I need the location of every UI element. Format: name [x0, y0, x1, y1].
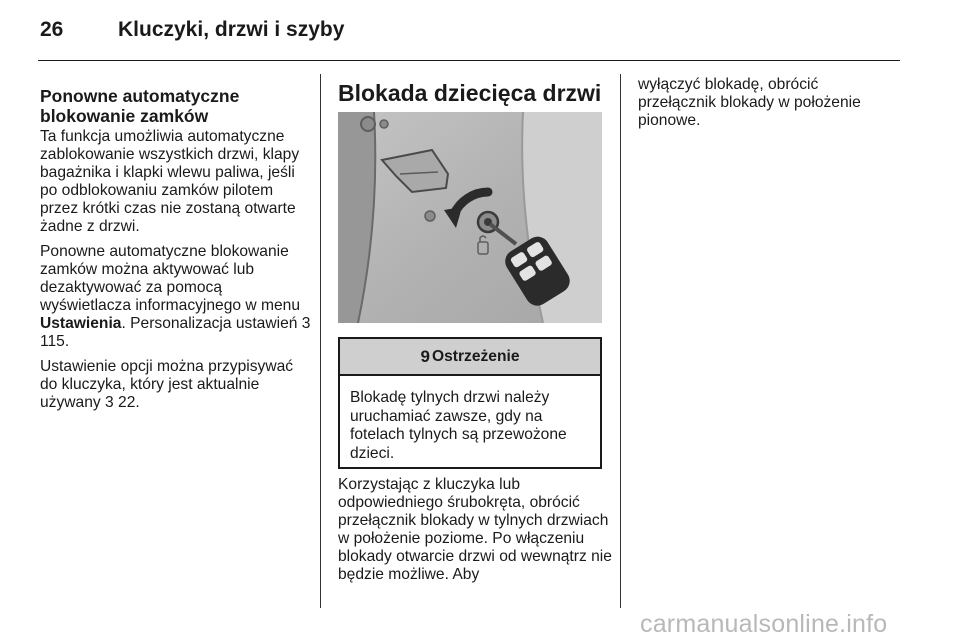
activation-text-after: . Personalizacja ustawień — [121, 315, 298, 332]
page-ref-symbol: 3 — [301, 315, 311, 332]
paragraph-child-lock-instructions: Korzystając z kluczyka lub odpowiedniego śrubokręta, obrócić przełącznik blokady w tylnych drzwiach w położenie poziome. Po włączeniu blokady otwarcie drzwi od wewnątrz nie będzie możliwe. Aby — [338, 476, 612, 583]
page-number: 26 — [40, 18, 64, 41]
page-ref-link[interactable]: 22. — [118, 394, 140, 411]
page-title: Kluczyki, drzwi i szyby — [118, 18, 345, 41]
activation-text: Ponowne automatyczne blokowanie zamków można aktywować lub dezaktywować za pomocą wyświetlacza informacyjnego w menu — [40, 243, 300, 314]
watermark: carmanualsonline.info — [640, 610, 888, 638]
menu-name-settings: Ustawienia — [40, 315, 122, 332]
warning-text: Blokadę tylnych drzwi należy uruchamiać zawsze, gdy na fotelach tylnych są przewożone dzieci. — [350, 389, 567, 462]
key-assignment-text: Ustawienie opcji można przypisywać do kluczyka, który jest aktualnie używany — [40, 358, 294, 411]
page-ref-link[interactable]: 115. — [40, 333, 70, 350]
column-divider-right — [620, 74, 621, 608]
right-column — [638, 76, 898, 137]
paragraph-key-assignment — [40, 358, 312, 412]
page-ref-symbol: 3 — [105, 394, 114, 411]
paragraph-auto-relock-intro: Ta funkcja umożliwia automatyczne zablokowanie wszystkich drzwi, klapy bagażnika i klapki wlewu paliwa, jeśli po odblokowaniu zamków pilotem przez krótki czas nie zostaną otwarte żadne z drzwi. — [40, 128, 300, 235]
paragraph-child-lock-continued: wyłączyć blokadę, obrócić przełącznik blokady w położenie pionowe. — [638, 76, 861, 129]
paragraph-activation — [40, 243, 312, 351]
column-divider-left — [320, 74, 321, 608]
section-heading-child-lock: Blokada dziecięca drzwi — [338, 80, 602, 106]
child-lock-illustration — [338, 112, 602, 323]
header-divider — [38, 60, 900, 61]
middle-column-text — [338, 476, 613, 591]
warning-icon: 9 — [420, 346, 430, 366]
warning-title: Ostrzeżenie — [431, 347, 520, 365]
warning-header — [340, 339, 600, 376]
section-heading-auto-relock: Ponowne automatyczne blokowanie zamków — [40, 86, 240, 126]
left-column — [40, 86, 312, 419]
warning-box — [338, 337, 602, 469]
